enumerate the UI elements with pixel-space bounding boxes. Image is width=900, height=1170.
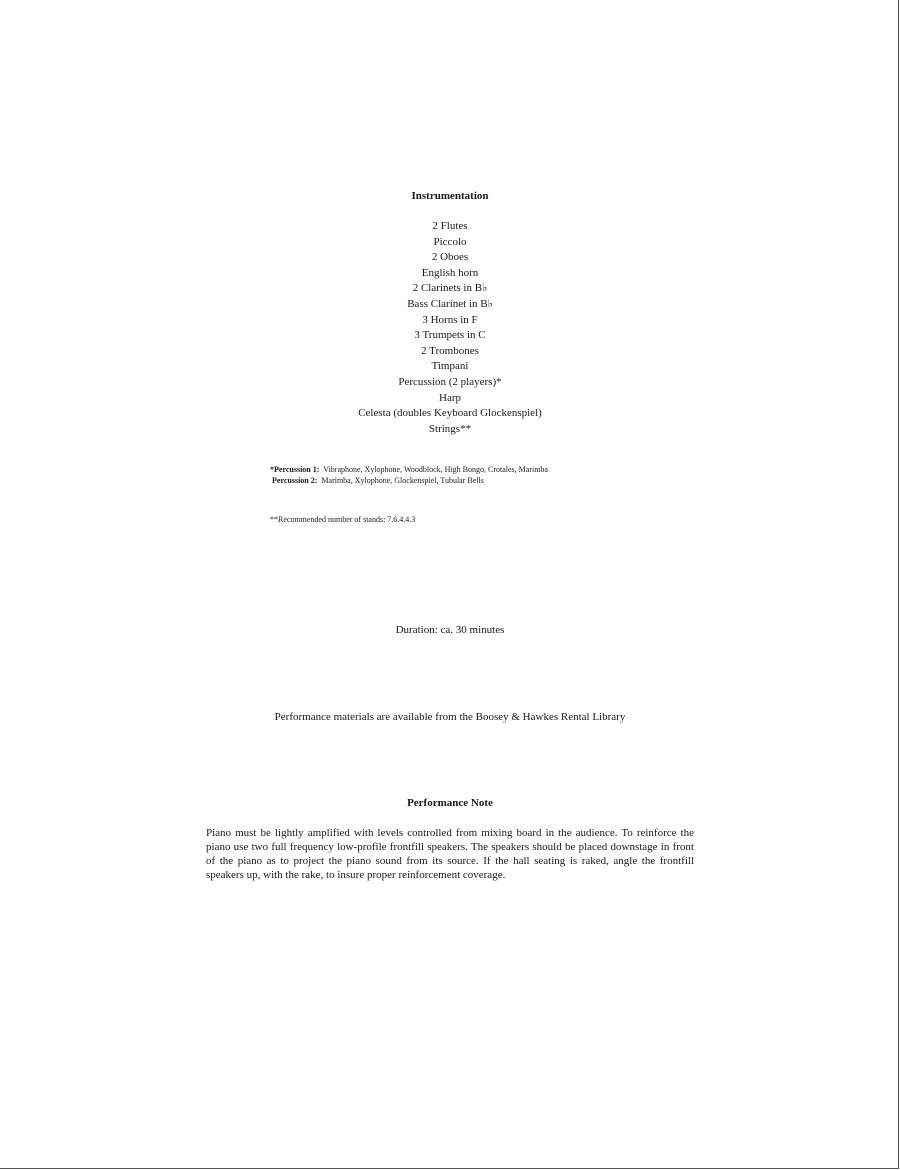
- instrumentation-heading: Instrumentation: [411, 190, 489, 202]
- percussion-1-text: Vibraphone, Xylophone, Woodblock, High Bongo, Crotales, Marimba: [323, 465, 548, 474]
- performance-note-heading: Performance Note: [407, 797, 493, 809]
- instrument-item: Strings**: [428, 422, 472, 435]
- instrument-item: Timpani: [431, 360, 469, 373]
- percussion-1-line: [270, 464, 548, 475]
- duration-text: Duration: ca. 30 minutes: [395, 624, 505, 636]
- percussion-2-label: Percussion 2:: [272, 476, 318, 485]
- instrument-item: Piccolo: [433, 235, 467, 248]
- percussion-notes: [270, 464, 548, 486]
- percussion-2-line: [270, 475, 548, 486]
- instrument-item: 2 Clarinets in B♭: [412, 282, 488, 295]
- instrument-item: English horn: [421, 266, 479, 279]
- performance-note-text: Piano must be lightly amplified with levels controlled from mixing board in the audience. To reinforce the piano use two full frequency low-profile frontfill speakers. The speakers should be placed downstage in front of the piano as to project the piano sound from its source. If the hall seating is raked, angle the frontfill speakers up, with the rake, to insure proper reinforcement coverage.: [206, 827, 694, 881]
- instrument-item: Bass Clarinet in B♭: [407, 297, 493, 310]
- instrument-item: 2 Oboes: [431, 251, 469, 264]
- percussion-2-text: Marimba, Xylophone, Glockenspiel, Tubular Bells: [321, 476, 484, 485]
- instrumentation-list: [0, 219, 900, 437]
- stands-note: **Recommended number of stands: 7.6.4.4.3: [270, 515, 416, 524]
- instrument-item: Harp: [439, 391, 461, 404]
- materials-text: Performance materials are available from the Boosey & Hawkes Rental Library: [274, 711, 626, 723]
- instrument-item: 3 Horns in F: [422, 313, 478, 326]
- instrument-item: 3 Trumpets in C: [414, 329, 486, 342]
- percussion-1-label: *Percussion 1:: [270, 465, 320, 474]
- instrument-item: 2 Flutes: [432, 220, 468, 232]
- instrument-item: 2 Trombones: [421, 344, 479, 357]
- instrument-item: Celesta (doubles Keyboard Glockenspiel): [358, 407, 542, 420]
- instrument-item: Percussion (2 players)*: [398, 375, 502, 388]
